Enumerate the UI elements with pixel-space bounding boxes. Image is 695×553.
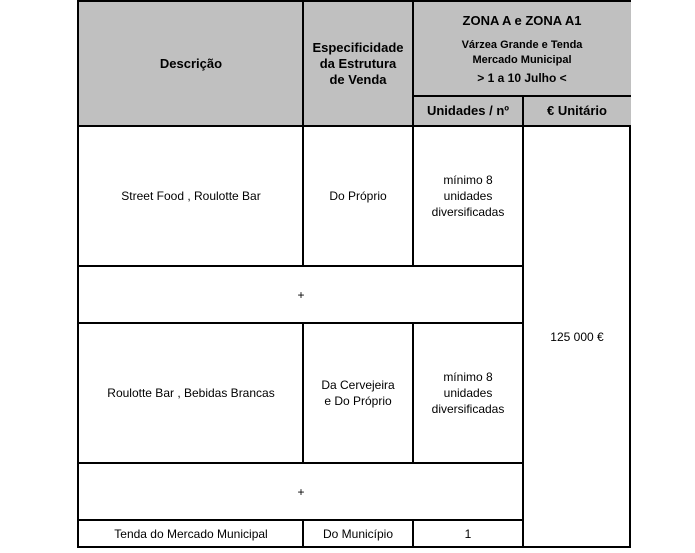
header-especificidade-line: da Estrutura: [319, 56, 397, 71]
unidades-text: diversificadas: [431, 205, 505, 219]
divider: [412, 2, 414, 266]
zona-title: ZONA A e ZONA A1: [462, 12, 582, 28]
divider: [412, 519, 414, 548]
divider: [79, 519, 523, 521]
divider: [302, 519, 304, 548]
header-especificidade: [303, 2, 413, 126]
estrutura-text: Do Município: [322, 527, 394, 541]
descricao-text: Roulotte Bar , Bebidas Brancas: [107, 386, 275, 400]
table-row-separator: [79, 463, 523, 520]
zona-dates: > 1 a 10 Julho <: [477, 70, 567, 85]
header-especificidade-line: Especificidade: [312, 40, 404, 55]
header-especificidade-line: de Venda: [329, 72, 387, 87]
unidades-text: diversificadas: [431, 402, 505, 416]
header-unitario-label: € Unitário: [547, 103, 607, 118]
unidades-text: mínimo 8: [443, 370, 493, 384]
table-cell-estrutura: [303, 323, 413, 463]
table-row-separator: [79, 266, 523, 323]
header-descricao-label: Descrição: [159, 56, 223, 71]
unidades-text: unidades: [443, 189, 493, 203]
estrutura-text: e Do Próprio: [324, 394, 392, 408]
estrutura-text: Do Próprio: [329, 189, 387, 203]
descricao-text: Street Food , Roulotte Bar: [121, 189, 261, 203]
table-cell-descricao: [79, 126, 303, 266]
table-cell-unidades: [413, 520, 523, 548]
table-cell-estrutura: [303, 520, 413, 548]
table-cell-estrutura: [303, 126, 413, 266]
pricing-table: [77, 0, 631, 548]
divider: [79, 125, 631, 127]
plus-sign: +: [297, 287, 305, 302]
unidades-text: mínimo 8: [443, 173, 493, 187]
divider: [302, 322, 304, 463]
zona-location-line: Mercado Municipal: [472, 53, 572, 66]
header-unidades-label: Unidades / nº: [426, 103, 510, 118]
table-cell-descricao: [79, 323, 303, 463]
divider: [79, 462, 523, 464]
table-cell-price: [523, 126, 631, 548]
table-cell-unidades: [413, 126, 523, 266]
unidades-text: unidades: [443, 386, 493, 400]
plus-sign: +: [297, 484, 305, 499]
divider: [79, 265, 523, 267]
divider: [522, 95, 524, 548]
divider: [412, 322, 414, 463]
price-text: 125 000 €: [550, 330, 604, 344]
unidades-text: 1: [464, 527, 472, 541]
table-cell-unidades: [413, 323, 523, 463]
table-cell-descricao: [79, 520, 303, 548]
divider: [302, 2, 304, 266]
header-descricao: [79, 2, 303, 126]
zona-location-line: Várzea Grande e Tenda: [461, 38, 583, 51]
header-unitario: [523, 96, 631, 126]
header-zona: [413, 2, 631, 96]
divider: [79, 322, 523, 324]
estrutura-text: Da Cervejeira: [321, 378, 395, 392]
descricao-text: Tenda do Mercado Municipal: [114, 527, 268, 541]
header-unidades: [413, 96, 523, 126]
